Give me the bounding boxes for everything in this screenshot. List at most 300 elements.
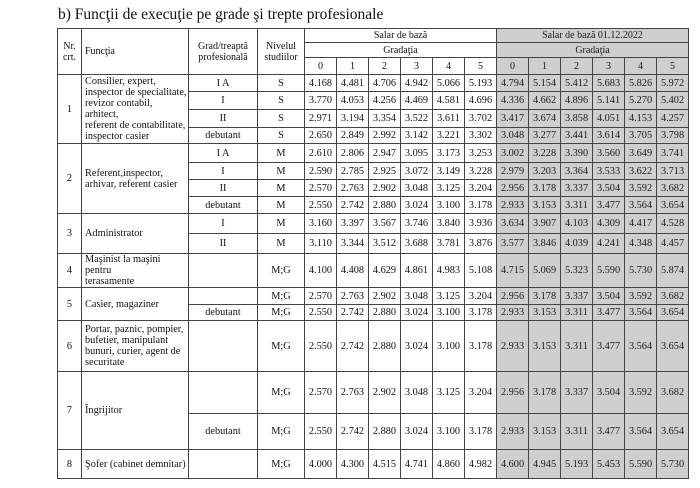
- function-name-line: Casier, magaziner: [85, 298, 159, 310]
- header-gradatia: Gradaţia: [305, 43, 497, 58]
- salary-cell-new: 4.896: [561, 92, 593, 110]
- salary-cell: 3.024: [401, 321, 433, 372]
- salary-cell: 3.024: [401, 414, 433, 450]
- salary-cell: 3.302: [465, 128, 497, 144]
- salary-cell-new: 2.933: [497, 321, 529, 372]
- salary-cell-new: 3.178: [529, 180, 561, 197]
- salary-cell-new: 3.364: [561, 163, 593, 180]
- salary-cell-new: 2.933: [497, 305, 529, 321]
- salary-cell-new: 3.634: [497, 214, 529, 234]
- grad-cell: [189, 288, 258, 305]
- salary-cell: 2.849: [337, 128, 369, 144]
- salary-cell-new: 4.417: [625, 214, 657, 234]
- salary-cell-new: 3.277: [529, 128, 561, 144]
- nivel-cell: M: [258, 234, 305, 254]
- salary-cell: 4.515: [369, 450, 401, 479]
- function-name-line: bufetier, manipulant: [85, 335, 169, 346]
- salary-cell-new: 4.662: [529, 92, 561, 110]
- section-title: b) Funcţii de execuţie pe grade şi trepte profesionale: [58, 6, 384, 23]
- salary-table: [57, 28, 689, 479]
- salary-cell-new: 3.311: [561, 321, 593, 372]
- salary-cell: 2.806: [337, 144, 369, 163]
- salary-cell-new: 4.600: [497, 450, 529, 479]
- salary-cell: 3.125: [433, 372, 465, 414]
- salary-cell-new: 3.907: [529, 214, 561, 234]
- salary-cell: 2.902: [369, 180, 401, 197]
- grad-cell: I: [189, 163, 258, 180]
- salary-cell: 3.770: [305, 92, 337, 110]
- salary-cell: 2.763: [337, 288, 369, 305]
- salary-cell: 3.178: [465, 321, 497, 372]
- gradatie-col-header: 5: [465, 58, 497, 75]
- salary-cell: 2.902: [369, 288, 401, 305]
- header-nr-crt: Nr. crt.: [58, 29, 82, 75]
- salary-cell-new: 3.577: [497, 234, 529, 254]
- salary-cell: 5.108: [465, 254, 497, 288]
- grad-cell: I: [189, 214, 258, 234]
- nivel-cell: M;G: [258, 414, 305, 450]
- salary-cell: 3.178: [465, 414, 497, 450]
- nivel-cell: S: [258, 128, 305, 144]
- salary-cell: 3.048: [401, 372, 433, 414]
- table-row: [58, 254, 689, 288]
- gradatie-col-header: 3: [401, 58, 433, 75]
- salary-cell: 2.742: [337, 197, 369, 214]
- nivel-cell: S: [258, 75, 305, 92]
- table-row: [58, 372, 689, 414]
- salary-cell: 3.688: [401, 234, 433, 254]
- salary-cell-new: 3.682: [657, 288, 689, 305]
- gradatie-col-header-new: 2: [561, 58, 593, 75]
- function-name: [82, 144, 189, 214]
- function-name: [82, 288, 189, 321]
- salary-cell-new: 3.311: [561, 305, 593, 321]
- salary-cell: 2.880: [369, 197, 401, 214]
- salary-cell-new: 3.654: [657, 321, 689, 372]
- function-name-line: Referent,inspector,: [85, 167, 163, 179]
- salary-cell: 3.204: [465, 288, 497, 305]
- function-name-line: arhivar, referent casier: [85, 178, 178, 190]
- salary-cell: 3.110: [305, 234, 337, 254]
- grad-cell: [189, 254, 258, 288]
- salary-cell-new: 3.178: [529, 372, 561, 414]
- nivel-cell: M;G: [258, 254, 305, 288]
- salary-cell: 3.936: [465, 214, 497, 234]
- salary-cell: 3.253: [465, 144, 497, 163]
- row-number: 3: [58, 214, 82, 254]
- salary-cell: 2.742: [337, 305, 369, 321]
- salary-cell-new: 3.564: [625, 305, 657, 321]
- table-row: [58, 75, 689, 92]
- salary-cell: 3.702: [465, 110, 497, 128]
- salary-cell-new: 3.228: [529, 144, 561, 163]
- header-nivel: Nivelul studiilor: [258, 29, 305, 75]
- salary-cell-new: 3.654: [657, 414, 689, 450]
- function-name-line: Maşinist la maşini pentru: [85, 254, 161, 276]
- salary-cell-new: 3.858: [561, 110, 593, 128]
- salary-cell: 3.611: [433, 110, 465, 128]
- salary-cell-new: 4.348: [625, 234, 657, 254]
- grad-cell: I A: [189, 144, 258, 163]
- salary-cell-new: 3.178: [529, 288, 561, 305]
- table-row: [58, 288, 689, 305]
- function-name-line: revizor contabil, arhitect,: [85, 98, 153, 120]
- grad-cell: [189, 450, 258, 479]
- salary-cell-new: 5.730: [625, 254, 657, 288]
- nivel-cell: S: [258, 110, 305, 128]
- grad-cell: I: [189, 92, 258, 110]
- nivel-cell: M: [258, 214, 305, 234]
- salary-cell: 2.650: [305, 128, 337, 144]
- nivel-cell: M;G: [258, 288, 305, 305]
- salary-cell-new: 5.590: [593, 254, 625, 288]
- salary-cell-new: 3.798: [657, 128, 689, 144]
- salary-cell-new: 3.592: [625, 288, 657, 305]
- salary-cell-new: 3.533: [593, 163, 625, 180]
- salary-cell-new: 5.402: [657, 92, 689, 110]
- gradatie-col-header: 4: [433, 58, 465, 75]
- grad-cell: debutant: [189, 305, 258, 321]
- function-name-line: inspector casier: [85, 131, 150, 142]
- header-grad: Grad/treaptă profesională: [189, 29, 258, 75]
- salary-cell-new: 3.592: [625, 180, 657, 197]
- salary-cell-new: 2.979: [497, 163, 529, 180]
- salary-cell: 3.149: [433, 163, 465, 180]
- salary-cell: 2.570: [305, 180, 337, 197]
- header-functia: Funcţia: [82, 29, 189, 75]
- salary-cell-new: 2.956: [497, 372, 529, 414]
- salary-cell: 3.522: [401, 110, 433, 128]
- salary-cell: 2.550: [305, 197, 337, 214]
- salary-cell-new: 3.153: [529, 321, 561, 372]
- salary-cell-new: 3.564: [625, 414, 657, 450]
- salary-cell: 4.300: [337, 450, 369, 479]
- header-gradatia-new: Gradaţia: [497, 43, 689, 58]
- salary-cell-new: 4.794: [497, 75, 529, 92]
- salary-cell-new: 3.048: [497, 128, 529, 144]
- salary-cell-new: 3.560: [593, 144, 625, 163]
- salary-cell: 3.512: [369, 234, 401, 254]
- salary-cell-new: 3.477: [593, 305, 625, 321]
- salary-cell-new: 5.683: [593, 75, 625, 92]
- salary-cell: 2.550: [305, 321, 337, 372]
- salary-cell-new: 4.457: [657, 234, 689, 254]
- salary-cell-new: 3.417: [497, 110, 529, 128]
- grad-cell: II: [189, 110, 258, 128]
- function-name: [82, 450, 189, 479]
- grad-cell: debutant: [189, 414, 258, 450]
- salary-cell: 3.024: [401, 197, 433, 214]
- function-name-line: Consilier, expert,: [85, 76, 156, 87]
- row-number: 2: [58, 144, 82, 214]
- salary-cell: 4.481: [337, 75, 369, 92]
- salary-cell: 2.550: [305, 414, 337, 450]
- nivel-cell: S: [258, 92, 305, 110]
- salary-cell-new: 3.477: [593, 321, 625, 372]
- salary-cell-new: 4.309: [593, 214, 625, 234]
- salary-cell: 3.397: [337, 214, 369, 234]
- salary-cell: 3.142: [401, 128, 433, 144]
- salary-cell: 3.344: [337, 234, 369, 254]
- nivel-cell: M: [258, 144, 305, 163]
- salary-cell: 3.095: [401, 144, 433, 163]
- salary-cell: 5.066: [433, 75, 465, 92]
- salary-cell-new: 3.337: [561, 180, 593, 197]
- salary-cell-new: 4.257: [657, 110, 689, 128]
- salary-cell-new: 5.730: [657, 450, 689, 479]
- salary-cell: 2.590: [305, 163, 337, 180]
- table-row: [58, 214, 689, 234]
- grad-cell: [189, 372, 258, 414]
- salary-cell: 2.550: [305, 305, 337, 321]
- gradatie-col-header-new: 4: [625, 58, 657, 75]
- salary-cell: 4.861: [401, 254, 433, 288]
- salary-cell-new: 3.153: [529, 197, 561, 214]
- salary-cell: 4.581: [433, 92, 465, 110]
- salary-cell-new: 3.654: [657, 197, 689, 214]
- grad-cell: II: [189, 234, 258, 254]
- salary-cell: 3.125: [433, 180, 465, 197]
- function-name-line: terasamente: [85, 276, 135, 287]
- salary-cell-new: 5.270: [625, 92, 657, 110]
- salary-cell: 3.160: [305, 214, 337, 234]
- salary-cell: 2.880: [369, 414, 401, 450]
- salary-cell-new: 3.477: [593, 197, 625, 214]
- header-salar-baza-new: Salar de bază 01.12.2022: [497, 29, 689, 43]
- nivel-cell: M: [258, 180, 305, 197]
- salary-cell-new: 3.504: [593, 288, 625, 305]
- salary-cell: 2.880: [369, 305, 401, 321]
- salary-cell: 3.746: [401, 214, 433, 234]
- function-name-line: securitate: [85, 357, 125, 368]
- salary-cell-new: 3.504: [593, 372, 625, 414]
- salary-cell-new: 4.039: [561, 234, 593, 254]
- salary-cell: 3.204: [465, 372, 497, 414]
- salary-cell: 4.741: [401, 450, 433, 479]
- gradatie-col-header: 0: [305, 58, 337, 75]
- table-row: [58, 321, 689, 372]
- salary-cell: 4.053: [337, 92, 369, 110]
- function-name: [82, 75, 189, 144]
- nivel-cell: M;G: [258, 305, 305, 321]
- row-number: 7: [58, 372, 82, 450]
- salary-cell-new: 4.528: [657, 214, 689, 234]
- salary-cell: 5.193: [465, 75, 497, 92]
- salary-cell-new: 3.390: [561, 144, 593, 163]
- salary-cell: 3.354: [369, 110, 401, 128]
- salary-cell: 2.925: [369, 163, 401, 180]
- salary-cell-new: 5.412: [561, 75, 593, 92]
- function-name-line: Îngrijitor: [85, 405, 123, 416]
- salary-cell: 4.000: [305, 450, 337, 479]
- salary-cell: 3.221: [433, 128, 465, 144]
- salary-cell-new: 4.945: [529, 450, 561, 479]
- function-name: [82, 254, 189, 288]
- salary-cell-new: 5.154: [529, 75, 561, 92]
- row-number: 8: [58, 450, 82, 479]
- salary-cell-new: 5.874: [657, 254, 689, 288]
- function-name-line: inspector de specialitate,: [85, 87, 187, 98]
- table-row: [58, 144, 689, 163]
- salary-cell: 4.168: [305, 75, 337, 92]
- salary-cell: 3.125: [433, 288, 465, 305]
- salary-cell-new: 5.972: [657, 75, 689, 92]
- salary-cell-new: 3.564: [625, 321, 657, 372]
- salary-cell: 2.902: [369, 372, 401, 414]
- salary-cell-new: 3.441: [561, 128, 593, 144]
- salary-cell-new: 5.069: [529, 254, 561, 288]
- salary-cell-new: 4.153: [625, 110, 657, 128]
- salary-cell-new: 3.846: [529, 234, 561, 254]
- salary-cell-new: 4.715: [497, 254, 529, 288]
- salary-cell: 2.947: [369, 144, 401, 163]
- salary-cell-new: 3.564: [625, 197, 657, 214]
- salary-cell-new: 5.141: [593, 92, 625, 110]
- salary-cell: 3.048: [401, 288, 433, 305]
- salary-cell-new: 3.203: [529, 163, 561, 180]
- salary-cell: 3.100: [433, 414, 465, 450]
- salary-cell-new: 3.504: [593, 180, 625, 197]
- salary-cell: 4.629: [369, 254, 401, 288]
- row-number: 5: [58, 288, 82, 321]
- function-name-line: Portar, paznic, pompier,: [85, 324, 184, 335]
- salary-cell-new: 4.103: [561, 214, 593, 234]
- salary-cell-new: 2.933: [497, 414, 529, 450]
- salary-cell: 3.840: [433, 214, 465, 234]
- salary-cell-new: 3.153: [529, 305, 561, 321]
- salary-cell: 4.860: [433, 450, 465, 479]
- salary-cell-new: 3.682: [657, 180, 689, 197]
- salary-cell: 2.992: [369, 128, 401, 144]
- salary-cell-new: 5.826: [625, 75, 657, 92]
- salary-cell-new: 5.453: [593, 450, 625, 479]
- salary-cell: 3.876: [465, 234, 497, 254]
- salary-cell: 2.610: [305, 144, 337, 163]
- salary-cell: 2.971: [305, 110, 337, 128]
- salary-cell-new: 2.956: [497, 288, 529, 305]
- salary-cell-new: 3.002: [497, 144, 529, 163]
- gradatie-col-header-new: 3: [593, 58, 625, 75]
- gradatie-col-header-new: 0: [497, 58, 529, 75]
- grad-cell: debutant: [189, 197, 258, 214]
- salary-cell: 2.763: [337, 180, 369, 197]
- salary-cell: 3.072: [401, 163, 433, 180]
- salary-cell: 2.785: [337, 163, 369, 180]
- grad-cell: I A: [189, 75, 258, 92]
- salary-cell-new: 5.590: [625, 450, 657, 479]
- salary-cell-new: 4.336: [497, 92, 529, 110]
- function-name: [82, 372, 189, 450]
- salary-cell-new: 3.477: [593, 414, 625, 450]
- salary-cell-new: 3.674: [529, 110, 561, 128]
- salary-cell-new: 4.051: [593, 110, 625, 128]
- salary-cell: 2.742: [337, 321, 369, 372]
- grad-cell: debutant: [189, 128, 258, 144]
- function-name: [82, 321, 189, 372]
- salary-cell-new: 3.649: [625, 144, 657, 163]
- function-name: [82, 214, 189, 254]
- salary-cell: 3.204: [465, 180, 497, 197]
- salary-cell: 3.173: [433, 144, 465, 163]
- salary-cell: 4.696: [465, 92, 497, 110]
- row-number: 4: [58, 254, 82, 288]
- function-name-line: referent de contabilitate,: [85, 120, 186, 131]
- salary-cell-new: 3.311: [561, 414, 593, 450]
- function-name-line: Administrator: [85, 228, 143, 239]
- salary-cell: 3.228: [465, 163, 497, 180]
- salary-cell: 4.100: [305, 254, 337, 288]
- salary-cell: 3.100: [433, 305, 465, 321]
- salary-cell-new: 3.592: [625, 372, 657, 414]
- function-name-line: Şofer (cabinet demnitar): [85, 458, 186, 470]
- nivel-cell: M;G: [258, 450, 305, 479]
- salary-cell: 3.100: [433, 197, 465, 214]
- row-number: 1: [58, 75, 82, 144]
- gradatie-col-header-new: 5: [657, 58, 689, 75]
- row-number: 6: [58, 321, 82, 372]
- salary-cell: 3.100: [433, 321, 465, 372]
- grad-cell: II: [189, 180, 258, 197]
- salary-cell-new: 3.654: [657, 305, 689, 321]
- salary-cell-new: 2.956: [497, 180, 529, 197]
- salary-cell: 2.880: [369, 321, 401, 372]
- salary-cell: 2.763: [337, 372, 369, 414]
- salary-cell-new: 3.682: [657, 372, 689, 414]
- salary-cell: 4.983: [433, 254, 465, 288]
- salary-cell-new: 4.241: [593, 234, 625, 254]
- salary-cell: 4.706: [369, 75, 401, 92]
- salary-cell-new: 3.153: [529, 414, 561, 450]
- salary-cell-new: 5.193: [561, 450, 593, 479]
- nivel-cell: M: [258, 197, 305, 214]
- gradatie-col-header: 2: [369, 58, 401, 75]
- salary-cell-new: 3.311: [561, 197, 593, 214]
- salary-cell-new: 3.713: [657, 163, 689, 180]
- gradatie-col-header-new: 1: [529, 58, 561, 75]
- salary-cell: 4.256: [369, 92, 401, 110]
- salary-cell: 4.982: [465, 450, 497, 479]
- salary-cell-new: 3.705: [625, 128, 657, 144]
- nivel-cell: M;G: [258, 321, 305, 372]
- salary-cell: 4.469: [401, 92, 433, 110]
- header-salar-baza: Salar de bază: [305, 29, 497, 43]
- salary-cell-new: 2.933: [497, 197, 529, 214]
- gradatie-col-header: 1: [337, 58, 369, 75]
- salary-cell: 3.048: [401, 180, 433, 197]
- salary-cell-new: 5.323: [561, 254, 593, 288]
- salary-cell: 2.570: [305, 288, 337, 305]
- salary-cell-new: 3.741: [657, 144, 689, 163]
- salary-cell: 3.781: [433, 234, 465, 254]
- salary-cell-new: 3.622: [625, 163, 657, 180]
- nivel-cell: M: [258, 163, 305, 180]
- table-row: [58, 450, 689, 479]
- salary-cell: 3.194: [337, 110, 369, 128]
- salary-cell-new: 3.337: [561, 288, 593, 305]
- grad-cell: [189, 321, 258, 372]
- salary-cell: 3.178: [465, 305, 497, 321]
- salary-cell: 2.570: [305, 372, 337, 414]
- salary-cell: 2.742: [337, 414, 369, 450]
- salary-cell: 3.178: [465, 197, 497, 214]
- salary-cell-new: 3.337: [561, 372, 593, 414]
- function-name-line: bunuri, curier, agent de: [85, 346, 181, 357]
- salary-cell-new: 3.614: [593, 128, 625, 144]
- salary-cell: 4.942: [401, 75, 433, 92]
- nivel-cell: M;G: [258, 372, 305, 414]
- salary-cell: 4.408: [337, 254, 369, 288]
- salary-cell: 3.024: [401, 305, 433, 321]
